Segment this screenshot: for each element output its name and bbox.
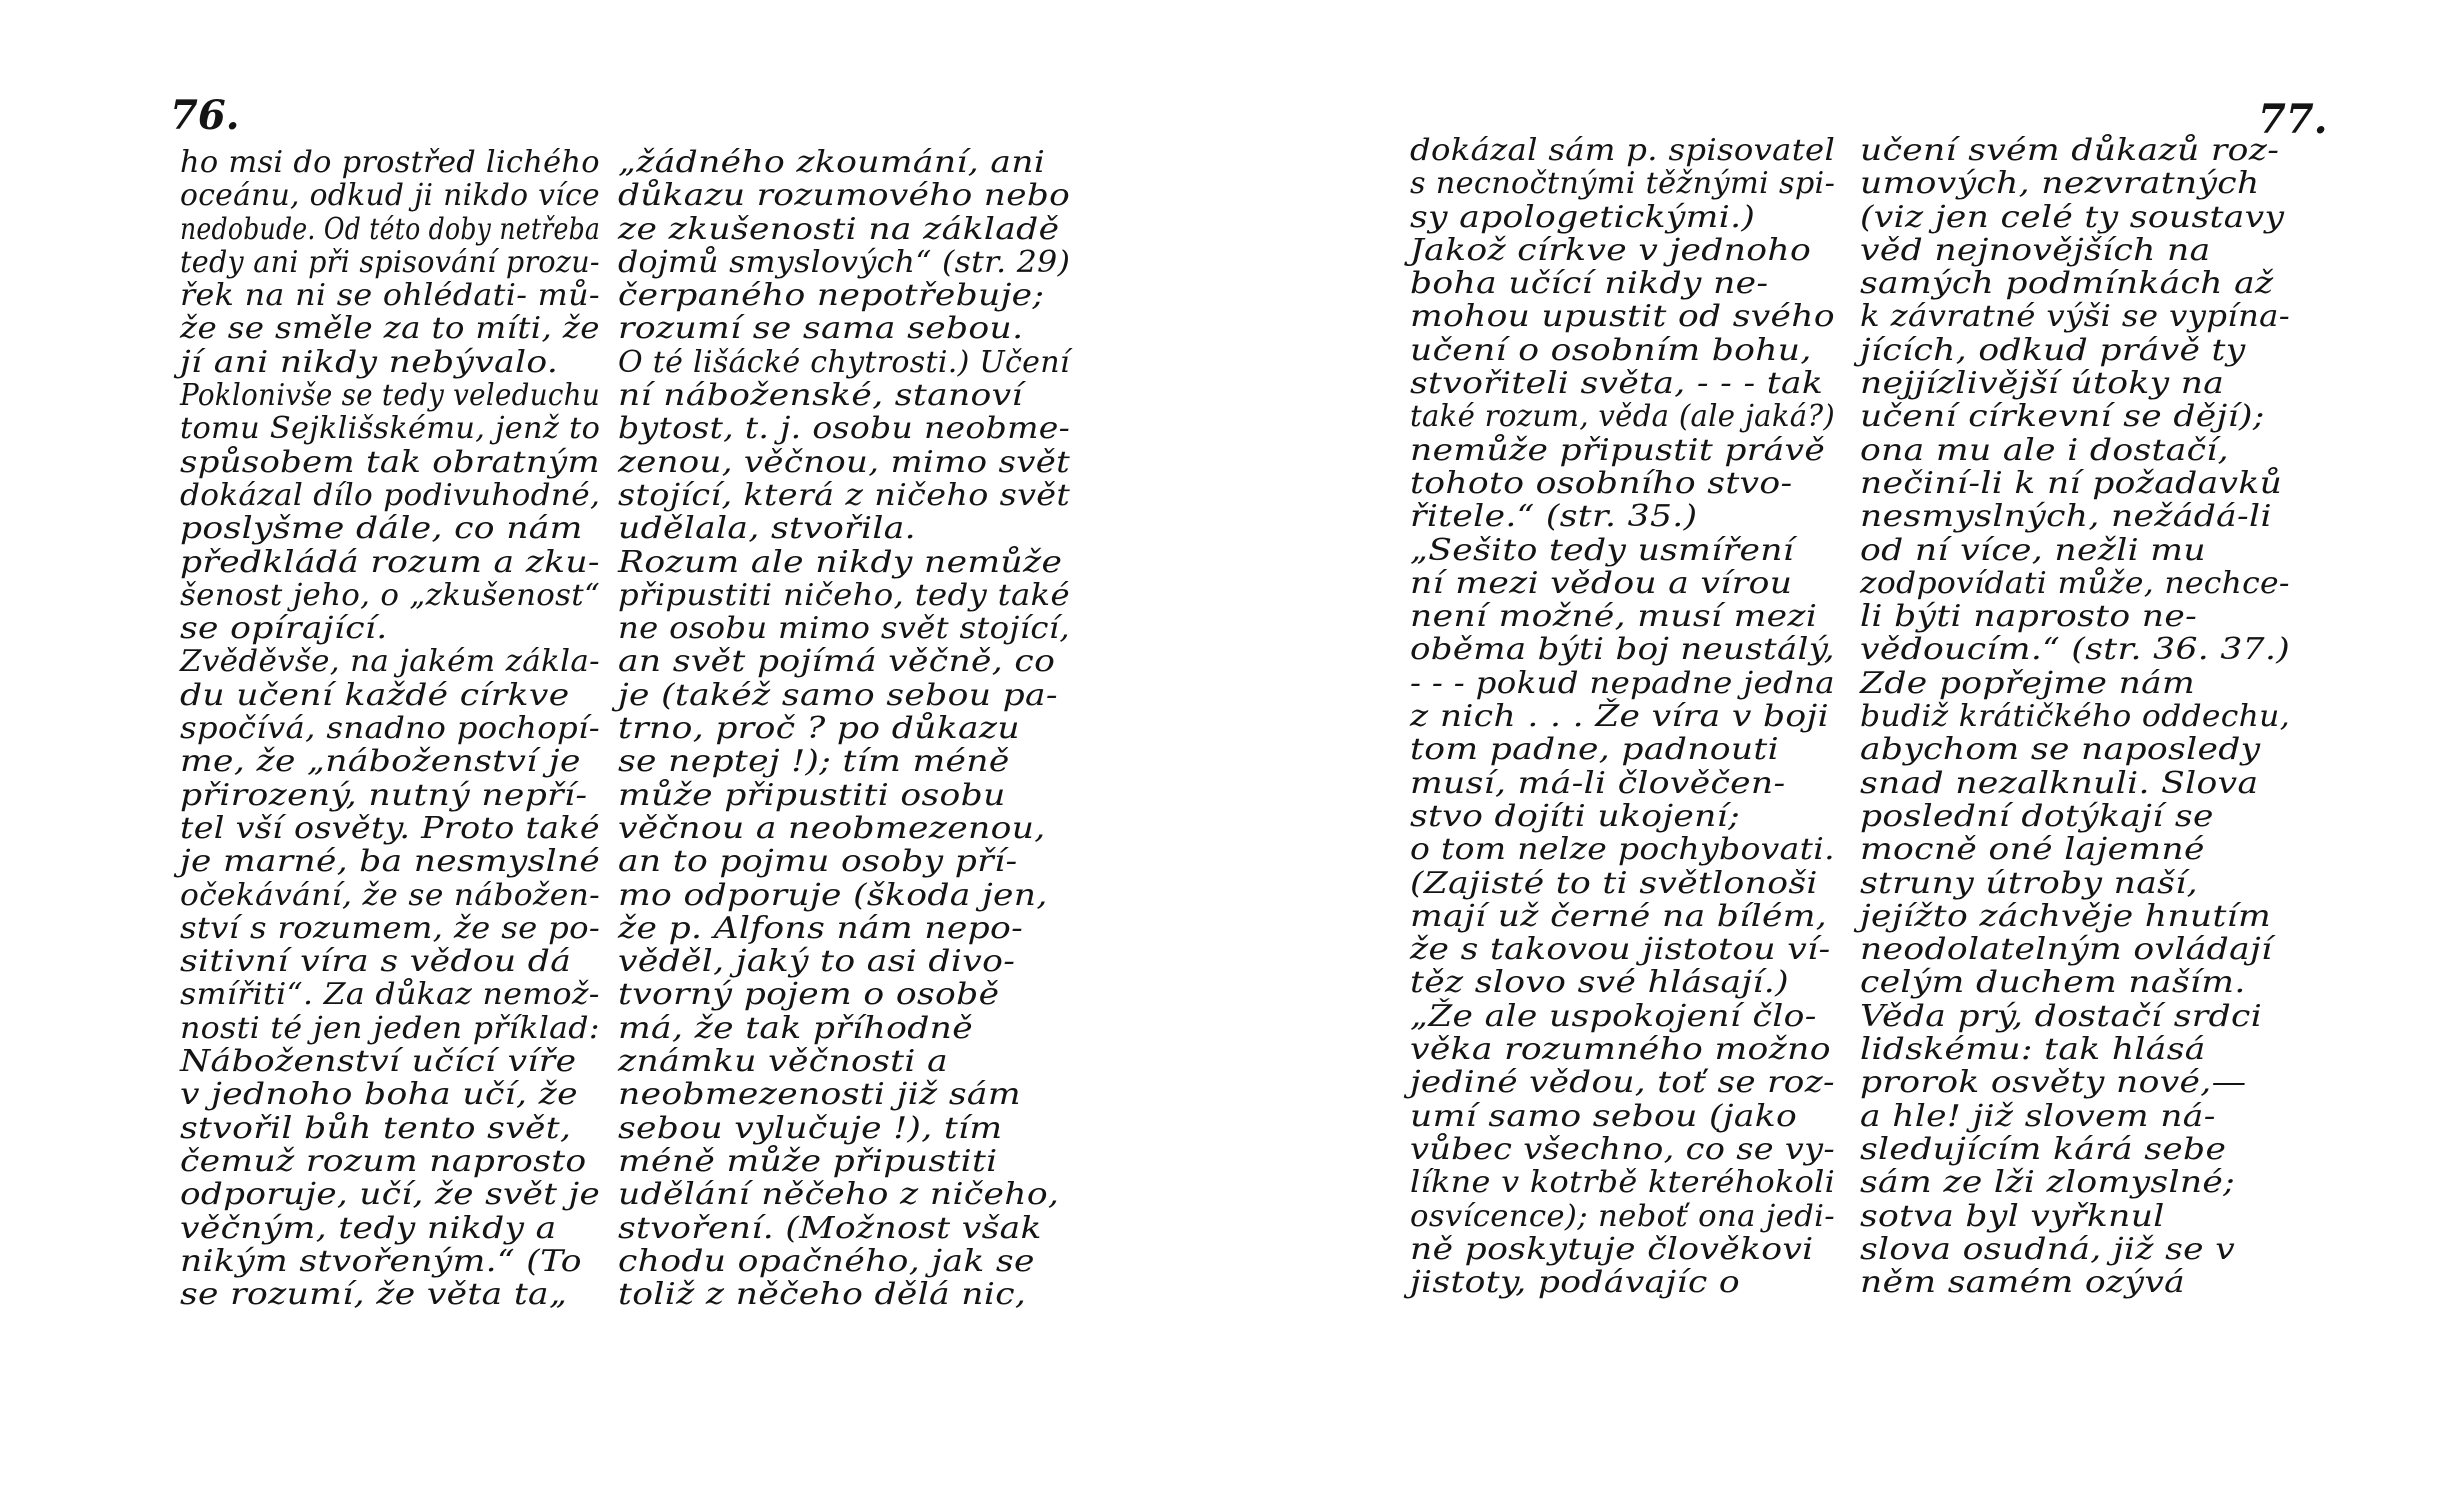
text-line-content: struny útroby naší, xyxy=(1860,865,2198,901)
text-line-content: nikým stvořeným.“ (To xyxy=(180,1243,582,1279)
text-line-content: sebou vylučuje !), tím xyxy=(618,1110,1003,1146)
text-line xyxy=(1860,1033,2271,1066)
text-line xyxy=(1860,167,2271,200)
text-line xyxy=(180,279,682,312)
text-line xyxy=(618,912,1069,945)
text-line xyxy=(1410,134,1848,167)
text-line xyxy=(180,446,682,479)
text-line-content: me, že „náboženství je xyxy=(180,744,581,780)
text-line-content: se neptej !); tím méně xyxy=(618,744,1010,780)
text-line xyxy=(1410,367,1848,400)
text-line-content: - - - pokud nepadne jedna xyxy=(1410,665,1835,701)
text-line xyxy=(180,346,682,379)
text-column-right-1 xyxy=(1410,134,1848,1299)
text-line xyxy=(618,446,1069,479)
text-line xyxy=(618,612,1069,645)
text-line-content: Náboženství učící víře xyxy=(180,1044,577,1080)
text-line-content: čemuž rozum naprosto xyxy=(180,1143,587,1179)
text-line xyxy=(618,1145,1069,1178)
text-line-content: vůbec všechno, co se vy- xyxy=(1410,1131,1836,1167)
text-line-content: nedobude. Od této doby netřeba xyxy=(180,211,601,247)
text-line xyxy=(180,1178,682,1211)
text-line-content: an to pojmu osoby pří- xyxy=(618,844,1018,880)
text-line-content: připustiti ničeho, tedy také xyxy=(618,577,1070,613)
text-line xyxy=(1860,800,2271,833)
text-line-content: že s takovou jistotou ví- xyxy=(1410,932,1831,968)
text-line-content: není možné, musí mezi xyxy=(1410,599,1818,635)
text-line xyxy=(1860,733,2271,766)
text-line-content: Zde popřejme nám xyxy=(1860,665,2196,701)
text-line-content: může připustiti osobu xyxy=(618,777,1006,813)
text-line xyxy=(1410,1000,1848,1033)
text-line-content: stvo dojíti ukojení; xyxy=(1410,798,1741,834)
text-line xyxy=(618,1078,1069,1111)
text-line-content: těz slovo své hlásají.) xyxy=(1410,965,1789,1001)
text-line xyxy=(1860,334,2271,367)
text-line-content: prorok osvěty nové,— xyxy=(1860,1065,2247,1101)
text-line xyxy=(618,712,1069,745)
text-line xyxy=(618,346,1069,379)
text-line-content: tvorný pojem o osobě xyxy=(618,977,1000,1013)
text-line xyxy=(618,412,1069,445)
text-line xyxy=(1410,334,1848,367)
text-line xyxy=(180,1045,682,1078)
text-line xyxy=(1410,933,1848,966)
text-line-content: věděl, jaký to asi divo- xyxy=(618,944,1016,980)
text-line xyxy=(180,779,682,812)
text-line-content: z nich . . . Že víra v boji xyxy=(1410,699,1829,735)
text-line xyxy=(1860,1200,2271,1233)
text-line xyxy=(1410,966,1848,999)
text-line xyxy=(1410,767,1848,800)
text-line-content: mohou upustit od svého xyxy=(1410,299,1835,335)
text-line-content: slova osudná, již se v xyxy=(1860,1231,2236,1267)
text-line-content: k závratné výši se vypína- xyxy=(1860,299,2291,335)
text-line xyxy=(1410,667,1848,700)
text-line-content: s neспočtnými těžnými spi- xyxy=(1410,166,1836,202)
text-line xyxy=(180,879,682,912)
text-line xyxy=(1860,966,2271,999)
text-line xyxy=(1410,1033,1848,1066)
text-line-content: ze zkušenosti na základě xyxy=(618,211,1060,247)
text-line-content: je (takéž samo sebou pa- xyxy=(618,677,1058,713)
text-line xyxy=(618,512,1069,545)
text-line xyxy=(1860,1133,2271,1166)
text-line-content: vědoucím.“ (str. 36. 37.) xyxy=(1860,632,2291,668)
text-line-content: jí ani nikdy nebývalo. xyxy=(180,344,559,380)
text-line xyxy=(618,379,1069,412)
text-line xyxy=(1860,534,2271,567)
text-line xyxy=(618,312,1069,345)
text-line xyxy=(1860,632,2291,668)
text-line-content: sitivní víra s vědou dá xyxy=(180,944,572,980)
text-column-left-2 xyxy=(618,146,1069,1311)
text-line xyxy=(1860,1000,2271,1033)
text-line xyxy=(1410,733,1848,766)
text-line xyxy=(180,712,682,745)
text-line-content: a hle! již slovem ná- xyxy=(1860,1098,2216,1134)
text-line xyxy=(1860,1166,2271,1199)
text-line xyxy=(1410,1133,1848,1166)
text-line xyxy=(180,1145,682,1178)
text-line xyxy=(1410,1233,1848,1266)
text-line xyxy=(618,179,1069,212)
text-line-content: Zvěděvše, na jakém zákla- xyxy=(180,644,600,680)
text-line xyxy=(180,146,682,179)
text-line xyxy=(618,645,1069,678)
text-line xyxy=(1860,1233,2271,1266)
text-line xyxy=(1410,867,1848,900)
text-line xyxy=(180,845,682,878)
text-line-content: nečiní-li k ní požadavků xyxy=(1860,465,2283,501)
text-line-content: „Sešito tedy usmíření xyxy=(1410,532,1795,568)
text-line xyxy=(618,845,1069,878)
text-line-content: líkne v kotrbě kteréhokoli xyxy=(1410,1165,1836,1201)
text-line xyxy=(1860,767,2271,800)
text-line-content: chodu opačného, jak se xyxy=(618,1243,1035,1279)
text-line xyxy=(1860,500,2271,533)
text-line-content: ne osobu mimo svět stojící, xyxy=(618,611,1070,647)
text-line-content: ně poskytuje člověkovi xyxy=(1410,1231,1814,1267)
text-line xyxy=(180,978,682,1011)
text-line xyxy=(618,1012,1069,1045)
text-line-content: boha učící nikdy ne- xyxy=(1410,266,1769,302)
text-line-content: neodolatelným ovládají xyxy=(1860,932,2273,968)
text-line-content: tom padne, padnouti xyxy=(1410,732,1780,768)
text-line-content: dokázal dílo podivuhodné, xyxy=(180,477,601,513)
text-line xyxy=(1410,267,1848,300)
text-line-content: mají už černé na bílém, xyxy=(1410,898,1828,934)
text-line-content: ství s rozumem, že se po- xyxy=(180,910,601,946)
text-line xyxy=(618,1178,1069,1211)
text-line-content: stvořiteli světa, - - - tak xyxy=(1410,366,1824,402)
text-line-content: nesmyslných, nežádá-li xyxy=(1860,499,2272,535)
text-line xyxy=(1410,833,1848,866)
text-line xyxy=(1860,400,2271,433)
text-line xyxy=(1860,600,2271,633)
text-column-right-2 xyxy=(1860,133,2291,1301)
text-line xyxy=(180,213,682,246)
text-line xyxy=(1860,299,2291,335)
text-line-content: tedy ani při spisování prozu- xyxy=(180,244,600,280)
text-line xyxy=(180,912,682,945)
text-line xyxy=(1410,534,1848,567)
text-line-content: jících, odkud právě ty xyxy=(1860,332,2246,368)
text-line-content: důkazu rozumového nebo xyxy=(618,178,1071,214)
text-line-content: neobmezenosti již sám xyxy=(618,1077,1021,1113)
text-line-content: čerpaného nepotřebuje; xyxy=(618,278,1045,314)
text-line xyxy=(1410,1166,1848,1199)
text-line xyxy=(618,879,1069,912)
text-line-content: známku věčnosti a xyxy=(618,1044,948,1080)
text-line xyxy=(618,279,1069,312)
text-line-content: sy apologetickými.) xyxy=(1410,199,1756,235)
text-line-content: udělání něčeho z ničeho, xyxy=(618,1177,1060,1213)
text-line-content: šenost jeho, o „zkušenost“ xyxy=(180,577,601,613)
text-line-content: mo odporuje (škoda jen, xyxy=(618,877,1048,913)
text-line-content: stojící, která z ničeho svět xyxy=(618,477,1071,513)
text-line-content: zenou, věčnou, mimo svět xyxy=(618,444,1071,480)
text-line-content: jejížto záchvěje hnutím xyxy=(1860,898,2272,934)
text-line-content: sám ze lži zlomyslné; xyxy=(1860,1165,2236,1201)
text-line xyxy=(1410,167,1848,200)
text-line-content: zodpovídati může, nechce- xyxy=(1860,565,2290,601)
text-line xyxy=(618,146,1069,179)
text-line xyxy=(1410,500,1848,533)
text-line xyxy=(1860,933,2271,966)
text-line-content: O té lišácké chytrosti.) Učení xyxy=(618,344,1070,380)
text-line xyxy=(180,1212,682,1245)
text-line-content: také rozum, věda (ale jaká?) xyxy=(1410,399,1836,435)
text-line-content: (viz jen celé ty soustavy xyxy=(1860,199,2285,235)
text-line-content: poslyšme dále, co nám xyxy=(180,511,583,547)
text-line-content: Rozum ale nikdy nemůže xyxy=(618,544,1063,580)
text-line-content: dojmů smyslových“ (str. 29) xyxy=(618,244,1071,280)
text-line xyxy=(1410,800,1848,833)
text-line xyxy=(180,645,682,678)
text-line xyxy=(180,379,682,412)
text-line-content: samých podmínkách až xyxy=(1860,266,2274,302)
text-line xyxy=(1410,1266,1848,1299)
text-line-content: se rozumí, že věta ta„ xyxy=(180,1277,568,1313)
text-line-content: přirozený, nutný nepří- xyxy=(180,777,588,813)
text-line-content: věčným, tedy nikdy a xyxy=(180,1210,557,1246)
text-line xyxy=(618,213,1069,246)
text-line xyxy=(618,1245,1069,1278)
text-line-content: lidskému: tak hlásá xyxy=(1860,1032,2206,1068)
text-line xyxy=(1860,565,2290,601)
text-line-content: jediné vědou, toť se roz- xyxy=(1410,1065,1835,1101)
text-line-content: odporuje, učí, že svět je xyxy=(180,1177,601,1213)
text-line-content: stvořil bůh tento svět, xyxy=(180,1110,572,1146)
text-line xyxy=(180,179,682,212)
text-line xyxy=(180,1078,682,1111)
text-line-content: v jednoho boha učí, že xyxy=(180,1077,578,1113)
text-line xyxy=(1860,234,2271,267)
text-line xyxy=(180,246,682,279)
text-line-content: ho msi do prostřed lichého xyxy=(180,145,600,180)
text-line-content: věka rozumného možno xyxy=(1410,1032,1831,1068)
text-line xyxy=(1860,699,2291,735)
text-line-content: učení církevní se dějí); xyxy=(1860,399,2265,435)
text-line-content: udělala, stvořila. xyxy=(618,511,917,547)
text-line xyxy=(180,512,682,545)
text-line-content: „žádného zkoumání, ani xyxy=(618,145,1046,180)
text-line xyxy=(1410,467,1848,500)
text-line xyxy=(618,546,1069,579)
text-line-content: jistoty, podávajíc o xyxy=(1410,1265,1741,1301)
text-line-content: rozumí se sama sebou. xyxy=(618,311,1024,347)
text-line-content: osvícence); neboť ona jedi- xyxy=(1410,1198,1835,1234)
text-line-content: méně může připustiti xyxy=(618,1143,998,1179)
text-line xyxy=(1410,900,1848,933)
text-line-content: (Zajisté to ti světlonoši xyxy=(1410,865,1818,901)
text-line-content: že p. Alfons nám nepo- xyxy=(618,910,1024,946)
text-line xyxy=(1410,201,1848,234)
text-line xyxy=(1860,667,2271,700)
text-line xyxy=(1860,367,2271,400)
text-line xyxy=(1860,434,2271,467)
text-line xyxy=(180,479,682,512)
text-line-content: sledujícím kárá sebe xyxy=(1860,1131,2227,1167)
text-line-content: o tom nelze pochybovati. xyxy=(1410,832,1835,868)
text-line xyxy=(618,779,1069,812)
text-line-content: učení svém důkazů roz- xyxy=(1860,133,2280,168)
text-line xyxy=(1860,465,2283,501)
text-line-content: celým duchem naším. xyxy=(1860,965,2246,1001)
text-line xyxy=(1860,133,2280,168)
text-line xyxy=(1410,700,1848,733)
text-line-content: trno, proč ? po důkazu xyxy=(618,711,1020,747)
text-line xyxy=(1410,1066,1848,1099)
text-line-content: něm samém ozývá xyxy=(1860,1265,2186,1301)
text-line xyxy=(1410,234,1848,267)
text-line-content: nejjízlivější útoky na xyxy=(1860,366,2225,402)
text-line-content: ní mezi vědou a vírou xyxy=(1410,565,1793,601)
text-line xyxy=(618,1045,1069,1078)
text-line xyxy=(618,1112,1069,1145)
text-line-content: tel vší osvěty. Proto také xyxy=(180,810,600,846)
text-line-content: du učení každé církve xyxy=(180,677,570,713)
text-line xyxy=(1860,1066,2271,1099)
text-line xyxy=(1860,199,2285,235)
text-line xyxy=(618,679,1069,712)
text-line xyxy=(1860,1100,2271,1133)
text-line xyxy=(1410,400,1848,433)
text-line-content: že se směle za to míti, že xyxy=(180,311,600,347)
text-line xyxy=(180,312,682,345)
text-line xyxy=(180,1278,682,1311)
text-line-content: oceánu, odkud ji nikdo více xyxy=(180,178,600,214)
text-line xyxy=(180,546,682,579)
text-line xyxy=(1860,833,2271,866)
text-line xyxy=(1410,567,1848,600)
text-line xyxy=(180,412,682,445)
text-line-content: oběma býti boj neustálý, xyxy=(1410,632,1835,668)
text-line-content: musí, má-li člověčen- xyxy=(1410,765,1786,801)
text-line-content: řitele.“ (str. 35.) xyxy=(1410,499,1698,535)
text-line xyxy=(180,1245,682,1278)
text-line xyxy=(618,812,1069,845)
text-line-content: řek na ni se ohlédati- mů- xyxy=(180,278,600,314)
text-line xyxy=(1860,266,2274,302)
text-line xyxy=(1860,900,2271,933)
text-line-content: abychom se naposledy xyxy=(1860,732,2261,768)
text-line xyxy=(1410,300,1848,333)
text-line xyxy=(618,579,1069,612)
text-line-content: sotva byl vyřknul xyxy=(1860,1198,2165,1234)
text-line-content: se opírající. xyxy=(180,611,388,647)
text-line xyxy=(1410,1100,1848,1133)
text-line xyxy=(180,745,682,778)
text-line xyxy=(180,579,682,612)
text-line xyxy=(618,246,1069,279)
text-line-content: snad nezalknuli. Slova xyxy=(1860,765,2259,801)
text-line-content: „Že ale uspokojení člo- xyxy=(1410,998,1817,1034)
text-line xyxy=(1860,1266,2271,1299)
text-line xyxy=(1410,434,1848,467)
text-line-content: Věda prý, dostačí srdci xyxy=(1860,998,2263,1034)
text-line xyxy=(1410,1200,1848,1233)
text-line-content: Jakož církve v jednoho xyxy=(1410,232,1812,268)
page-number: 77. xyxy=(2258,96,2328,143)
text-line xyxy=(618,479,1069,512)
text-line xyxy=(1860,867,2271,900)
text-line-content: spůsobem tak obratným xyxy=(180,444,600,480)
text-line xyxy=(1410,633,1848,666)
text-line-content: umí samo sebou (jako xyxy=(1410,1098,1798,1134)
text-column-left-1 xyxy=(180,146,682,1311)
text-line-content: li býti naprosto ne- xyxy=(1860,599,2198,635)
page-number: 76. xyxy=(170,92,240,139)
text-line-content: an svět pojímá věčně, co xyxy=(618,644,1056,680)
text-line xyxy=(618,1212,1069,1245)
text-line-content: budiž krátičkého oddechu, xyxy=(1860,699,2291,735)
text-line-content: ona mu ale i dostačí, xyxy=(1860,432,2229,468)
text-line-content: spočívá, snadno pochopí- xyxy=(180,711,601,747)
text-line-content: nosti té jen jeden příklad: xyxy=(180,1010,600,1046)
text-line-content: Poklonivše se tedy veleduchu xyxy=(180,378,600,414)
text-line-content: nemůže připustit právě xyxy=(1410,432,1826,468)
text-line xyxy=(180,812,682,845)
text-line-content: předkládá rozum a zku- xyxy=(180,544,600,580)
text-line-content: učení o osobním bohu, xyxy=(1410,332,1812,368)
text-line-content: očekávání, že se nábožen- xyxy=(180,877,600,913)
text-line-content: od ní více, nežli mu xyxy=(1860,532,2206,568)
text-line xyxy=(180,612,682,645)
text-line xyxy=(618,978,1069,1011)
text-line-content: toliž z něčeho dělá nic, xyxy=(618,1277,1027,1313)
text-line-content: ní náboženské, stanoví xyxy=(618,378,1023,414)
text-line xyxy=(180,1012,682,1045)
text-line xyxy=(180,945,682,978)
text-line-content: věd nejnovějších na xyxy=(1860,232,2211,268)
text-line xyxy=(180,679,682,712)
text-line-content: bytost, t. j. osobu neobme- xyxy=(618,411,1071,447)
text-line-content: umových, nezvratných xyxy=(1860,166,2260,202)
text-line-content: smířiti“. Za důkaz nemož- xyxy=(180,977,600,1013)
text-line-content: dokázal sám p. spisovatel xyxy=(1410,133,1836,168)
text-line-content: tomu Sejklišskému, jenž to xyxy=(180,411,601,447)
text-line xyxy=(618,1278,1069,1311)
text-line-content: poslední dotýkají se xyxy=(1860,798,2214,834)
text-line-content: tohoto osobního stvo- xyxy=(1410,465,1793,501)
text-line-content: věčnou a neobmezenou, xyxy=(618,810,1046,846)
text-line-content: mocně oné lajemné xyxy=(1860,832,2205,868)
text-line xyxy=(180,1112,682,1145)
text-line xyxy=(618,745,1069,778)
text-line xyxy=(618,945,1069,978)
text-line xyxy=(1410,600,1848,633)
text-line-content: je marné, ba nesmyslné xyxy=(180,844,601,880)
text-line-content: stvoření. (Možnost však xyxy=(618,1210,1042,1246)
text-line-content: má, že tak příhodně xyxy=(618,1010,973,1046)
